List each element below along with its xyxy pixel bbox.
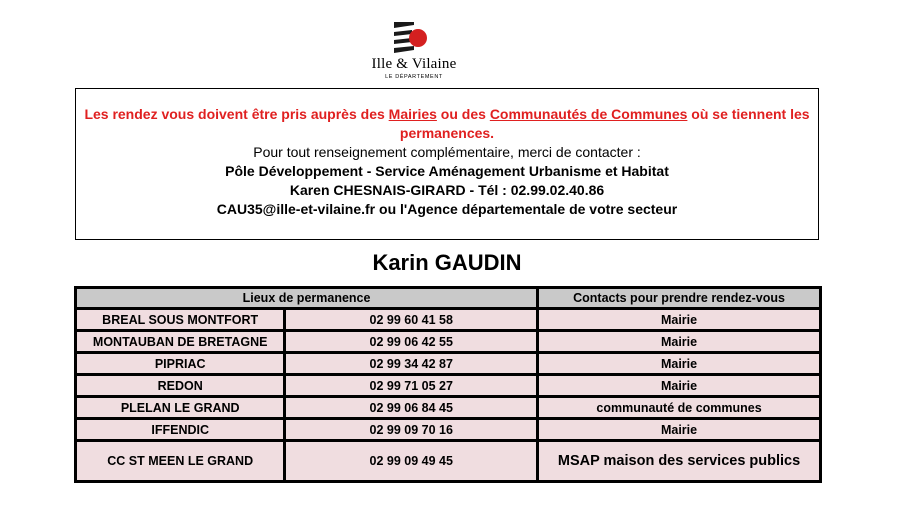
phone-cell: 02 99 06 84 45	[286, 398, 536, 417]
header-contacts: Contacts pour prendre rendez-vous	[539, 289, 819, 307]
phone-cell: 02 99 34 42 87	[286, 354, 536, 373]
place-cell: REDON	[77, 376, 283, 395]
place-cell: CC ST MEEN LE GRAND	[77, 442, 283, 480]
notice-text-2: ou des	[436, 106, 490, 122]
contact-cell: MSAP maison des services publics	[539, 442, 819, 480]
ille-et-vilaine-emblem-icon	[392, 20, 432, 56]
contact-email: CAU35@ille-et-vilaine.fr ou l'Agence départementale de votre secteur	[216, 201, 678, 217]
table-row	[77, 354, 819, 373]
phone-cell: 02 99 09 70 16	[286, 420, 536, 439]
contact-person: Karen CHESNAIS-GIRARD - Tél : 02.99.02.40.86	[289, 182, 605, 198]
contact-cell: communauté de communes	[539, 398, 819, 417]
table-row	[77, 376, 819, 395]
place-cell: BREAL SOUS MONTFORT	[77, 310, 283, 329]
info-box	[75, 88, 819, 240]
communautes-link[interactable]: Communautés de Communes	[489, 106, 688, 122]
header-locations: Lieux de permanence	[77, 289, 536, 307]
phone-cell: 02 99 09 49 45	[286, 442, 536, 480]
department-logo	[362, 16, 466, 86]
contact-cell: Mairie	[539, 354, 819, 373]
contact-cell: Mairie	[539, 420, 819, 439]
contact-cell: Mairie	[539, 310, 819, 329]
phone-cell: 02 99 60 41 58	[286, 310, 536, 329]
notice-text-1: Les rendez vous doivent être pris auprès des	[84, 106, 389, 122]
mairies-link[interactable]: Mairies	[388, 106, 437, 122]
table-row	[77, 398, 819, 417]
person-name: Karin GAUDIN	[372, 250, 522, 275]
phone-cell: 02 99 71 05 27	[286, 376, 536, 395]
place-cell: PIPRIAC	[77, 354, 283, 373]
contact-cell: Mairie	[539, 332, 819, 351]
table-row	[77, 420, 819, 439]
notice-text-3: où se tiennent les permanences.	[399, 106, 810, 141]
table-header-row	[77, 289, 819, 307]
logo-name: Ille & Vilaine	[371, 56, 457, 72]
contact-cell: Mairie	[539, 376, 819, 395]
appointment-notice	[76, 105, 818, 143]
place-cell: MONTAUBAN DE BRETAGNE	[77, 332, 283, 351]
place-cell: PLELAN LE GRAND	[77, 398, 283, 417]
logo-subtitle: LE DÉPARTEMENT	[385, 74, 443, 80]
table-row	[77, 310, 819, 329]
service-name: Pôle Développement - Service Aménagement Urbanisme et Habitat	[225, 163, 669, 179]
table-row	[77, 332, 819, 351]
table-row	[77, 442, 819, 480]
place-cell: IFFENDIC	[77, 420, 283, 439]
phone-cell: 02 99 06 42 55	[286, 332, 536, 351]
permanence-table	[74, 286, 822, 483]
contact-intro: Pour tout renseignement complémentaire, merci de contacter :	[253, 144, 641, 160]
